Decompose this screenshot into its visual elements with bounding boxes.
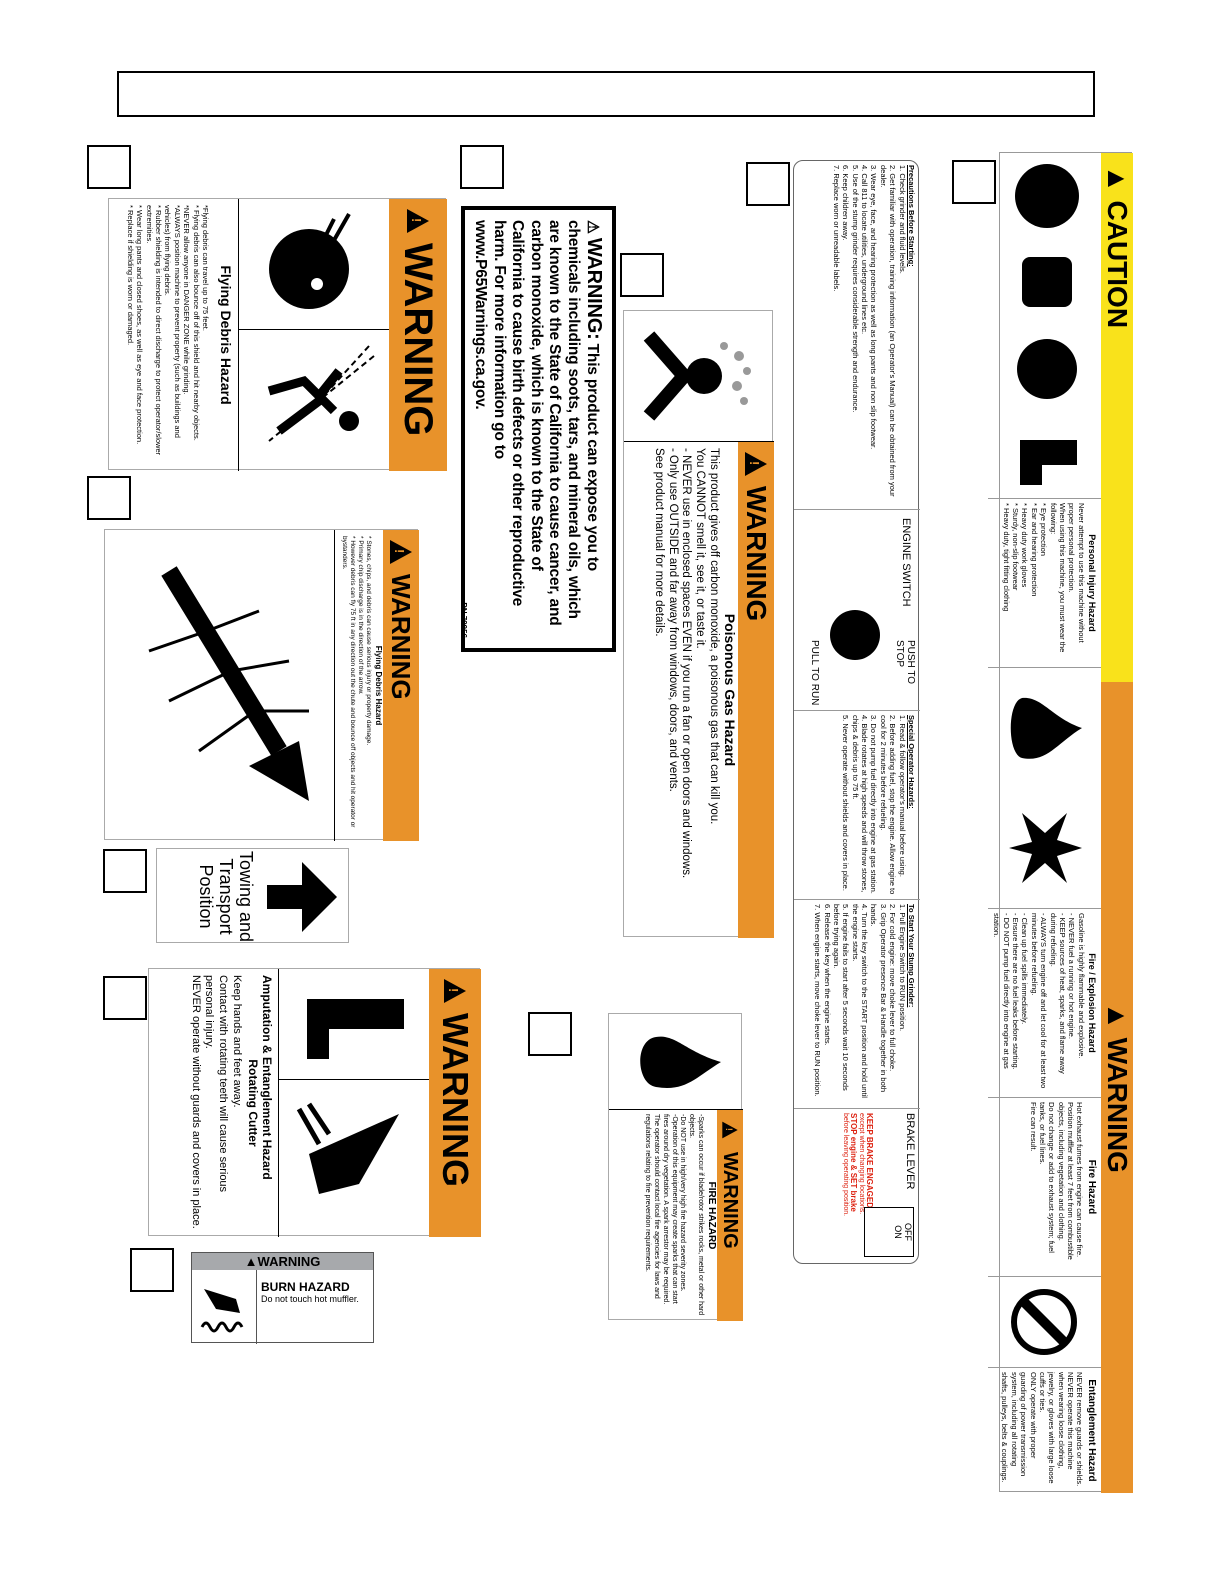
alert-triangle-icon bbox=[444, 979, 466, 1003]
label-box-3 bbox=[746, 162, 790, 206]
caution-header: ▲ CAUTION bbox=[1101, 153, 1133, 682]
up-arrow-icon bbox=[255, 849, 350, 944]
fire-icon bbox=[1002, 688, 1087, 768]
label-box-9 bbox=[528, 1012, 572, 1056]
entanglement-icon bbox=[988, 1277, 1101, 1368]
decal-title: Poisonous Gas Hazard bbox=[722, 613, 738, 767]
face-impact-icon bbox=[239, 199, 389, 330]
warning-header: ! WARNING bbox=[738, 442, 774, 938]
alert-triangle-icon: ▲ bbox=[244, 1254, 258, 1269]
label-box-5 bbox=[620, 253, 664, 297]
decal-title: FIRE HAZARD bbox=[706, 1181, 717, 1250]
warning-header: ! WARNING bbox=[429, 969, 481, 1237]
warning-header: ! WARNING bbox=[389, 199, 447, 471]
label-box-8 bbox=[103, 976, 147, 1020]
alert-triangle-icon bbox=[390, 540, 412, 564]
bullet-list: *Flying debris can travel up to 75 feet. * Flying debris can also bounce off of this shield and hit nearby objects. *NEVER allow anyone in DANGER ZONE while grinding. *ALWAYS position machine to prevent property (such as buildings and vehicles) from flying debris. * Rubber shielding is intended to direct discharge to protect operator/slower extremities. * Wear long pants and closed shoes, as well as eye and face protection. * Replace if shielding is worn or damaged. bbox=[126, 205, 210, 456]
flying-debris-decal-1 bbox=[108, 198, 446, 470]
alert-triangle-icon: ⚠ bbox=[584, 220, 601, 234]
control-panel-decal: Precautions Before Starting: 1. Check grinder and fluid levels. 2. Get familiar with operation, training information (an Operator's Manual) can be obtained from your dealer. 3. Wear eye, face, and hearing protection as well as long pants and non slip footwear. 4. Call 811 to locate utilities, underground lines etc. 5. Use of the stump grinder requires considerable strength and endurance. 6. Keep children away. 7. Replace worn or unreadable labels. ENGINE SWITCH PUSH TO STOP PULL TO RUN Special Operator Hazards: 1. Read & follow operator's manual before using. 2. Before adding fuel, stop the engine. Allow engine to cool for 2 minutes before refueling. 3. Do not pump fuel directly into engine at gas station. 4. Blade rotates at high speeds and will throw stones, chips & debris up to 75 ft. 5. Never operate without shields and covers in place. To Start Your Stump Grinder: 1. Pull Engine Switch to RUN position. 2. For cold engine: move choke lever to full choke. 3. Grip Operator presence Bar & Handle together in both hands. 4. Turn the key switch to the START position and hold until the engine starts. 5. If engine fails to start after 5 seconds wait 10 seconds before trying again. 6. Release the key when the engine starts. 7. When engine starts, move choke lever to RUN position. BRAKE LEVER OFF ON KEEP BRAKE ENGAGED except when changing locations. STOP engine & SET brake before leaving operating position. bbox=[793, 160, 919, 1264]
towing-label: Towing and bbox=[236, 850, 256, 943]
alert-triangle-icon: ▲ bbox=[1102, 165, 1133, 193]
label-box-7 bbox=[103, 849, 147, 893]
towing-position-decal: Towing and Transport Position bbox=[156, 848, 349, 943]
engine-switch-area: ENGINE SWITCH PUSH TO STOP PULL TO RUN bbox=[794, 510, 920, 711]
caution-warning-strip: ▲ CAUTION ▲ WARNING Personal Injury Hazard Never attempt to use this machine without proper personal protection. When using this machine, you must wear the following: * Eye protection * Ear and hearing protection * Heavy duty work gloves * Sturdy, non-slip footwear * Heavy duty, tight fitting clothing Fire / Explosion Hazard Gasoline is highly flammable and explosive. - NEVER fuel a running or hot engine. - KEEP sources of heat, sparks, and flame away during refueling. - ALWAYS turn engine off and let cool for at least two minutes before refueling. - Clean up fuel spills immediately. - Ensure there are no fuel leaks before starting. - DO NOT pump fuel directly into engine at gas station. Fire Hazard Hot exhaust fumes from engine can cause fire. Position muffler at least 7 feet from combustible objects, including vegetation and clothing. Do not change or add to exhaust system; fuel tanks, or fuel lines. Fire can result. Entanglement Hazard NEVER remove guards or shields. NEVER operate this machine when wearing loose clothing, jewelry, or gloves with large loose cuffs or ties. ONLY operate with proper guarding of power transmission system, including all rotating shafts, pulleys, belts & couplings. bbox=[999, 152, 1132, 1492]
alert-triangle-icon: ▲ bbox=[1102, 1002, 1133, 1030]
label-box-1 bbox=[87, 145, 131, 189]
gloves-icon bbox=[1007, 247, 1082, 317]
decal-title: Flying Debris Hazard bbox=[374, 645, 383, 726]
debris-direction-arrow-icon bbox=[105, 530, 335, 841]
warning-header: ! WARNING bbox=[383, 530, 419, 841]
prop65-text: This product can expose you to chemicals including soots, tars, and mineral oils, which are known to the State of California to cause cancer, and carbon monoxide, which is known to the State of California to cause birth defects or other reproductive harm. For more information go to www.P65Warnings.ca.gov. bbox=[472, 220, 601, 626]
alert-triangle-icon bbox=[745, 452, 767, 476]
warning-header: ▲ WARNING bbox=[1101, 682, 1133, 1493]
alert-triangle-icon bbox=[407, 209, 429, 233]
amputation-hazard-decal: ! WARNING Amputation & Entanglement Hazard Rotating Cutter Keep hands and feet away. Contact with rotating teeth will cause serious personal injury. NEVER operate without guards and covers in place. bbox=[148, 968, 480, 1236]
warning-header: ! WARNING bbox=[717, 1110, 743, 1321]
burn-hazard-decal: ▲WARNING BURN HAZARD Do not touch hot muffler. bbox=[191, 1252, 374, 1343]
hand-burn-icon bbox=[192, 1270, 257, 1344]
fire-hazard-decal: ! WARNING FIRE HAZARD -Sparks can occur if blade/rotor strikes rocks, metal or other hard objects. -Do NOT use in high/very high fire hazard severity zones. -Operation of this equipment may create sparks that can start fires around dry vegetation. A spark arrestor may be required. The operator should contact local fire agencies for laws and regulations relating to fire prevention requirements. bbox=[608, 1013, 742, 1320]
brake-arrow-icon: OFF ON bbox=[864, 1207, 914, 1257]
engine-switch-knob[interactable] bbox=[830, 610, 880, 660]
face-shield-icon bbox=[1007, 161, 1082, 231]
part-number: PN 79956 bbox=[459, 602, 469, 638]
flame-icon bbox=[609, 1014, 743, 1110]
poisonous-gas-decal: ! WARNING Poisonous Gas Hazard This product gives off carbon monoxide, a poisonous gas that can kill you. You CANNOT smell it, see it, or taste it. - NEVER use in enclosed spaces EVEN if you run a fan or open doors and windows. - Only use OUTSIDE and far away from windows, doors, and vents. See product manual for more details. bbox=[623, 310, 773, 937]
header-box bbox=[117, 71, 1095, 117]
alert-triangle-icon bbox=[722, 1122, 737, 1139]
label-box-6 bbox=[87, 476, 131, 520]
label-box-2 bbox=[460, 145, 504, 189]
warning-header: ▲WARNING bbox=[192, 1253, 373, 1270]
label-box-10 bbox=[130, 1248, 174, 1292]
decal-subtitle: Rotating Cutter bbox=[246, 1059, 260, 1147]
decal-title: BURN HAZARD bbox=[261, 1280, 350, 1294]
ear-protection-icon bbox=[1007, 334, 1082, 404]
brake-lever-area: BRAKE LEVER OFF ON KEEP BRAKE ENGAGED except when changing locations. STOP engine & SET brake before leaving operating position. bbox=[794, 1109, 920, 1265]
flying-debris-decal-2: ! WARNING Flying Debris Hazard * Stones, chips, and debris can cause serious injury or property damage. * Primary chip discharge is in the direction of the arrow. * However debris can fly 75 ft in any direction out the chute and bounce off objects and hit operator or bystanders. bbox=[104, 529, 418, 840]
prop65-warning-decal: ⚠ WARNING: This product can expose you to chemicals including soots, tars, and mineral oils, which are known to the State of California to cause cancer, and carbon monoxide, which is known to the State of California to cause birth defects or other reproductive harm. For more information go to www.P65Warnings.ca.gov. PN 79956 bbox=[461, 206, 616, 652]
foot-hazard-icon bbox=[279, 969, 429, 1080]
explosion-icon bbox=[1002, 808, 1087, 888]
hand-cutter-icon bbox=[279, 1080, 429, 1237]
decal-title: Flying Debris Hazard bbox=[218, 265, 234, 405]
gas-person-icon bbox=[624, 311, 774, 442]
decal-title: Amputation & Entanglement Hazard bbox=[260, 975, 274, 1180]
person-debris-icon bbox=[239, 330, 389, 471]
boot-icon bbox=[1007, 420, 1082, 490]
